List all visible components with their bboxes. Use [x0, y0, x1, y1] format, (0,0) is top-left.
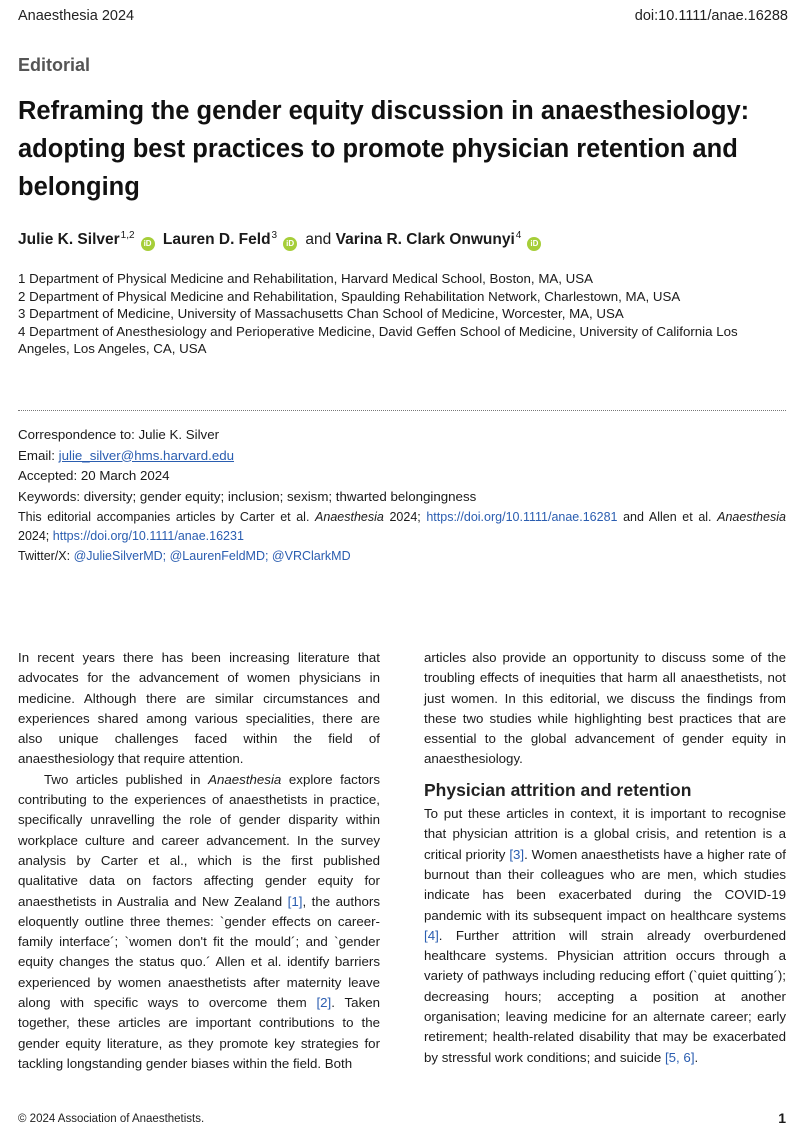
reference-link[interactable]: [3] [509, 846, 525, 862]
article-doi: doi:10.1111/anae.16288 [634, 8, 788, 24]
twitter-label: Twitter/X: [18, 549, 71, 563]
copyright: © 2024 Association of Anaesthetists. [18, 1113, 205, 1125]
accompanies-text: This editorial accompanies articles by Carter et al. [18, 510, 310, 524]
doi-link[interactable]: https://doi.org/10.1111/anae.16281 [426, 510, 618, 524]
author-conjunction: and [305, 231, 332, 248]
accompanies-year: 2024; [18, 529, 50, 543]
accompanies-text: and Allen et al. [623, 510, 712, 524]
correspondence: Correspondence to: Julie K. Silver [18, 427, 220, 442]
reference-link[interactable]: [1] [287, 893, 303, 909]
author-affiliation-marker: 3 [271, 230, 278, 241]
orcid-icon[interactable]: iD [141, 237, 155, 251]
email-link[interactable]: julie_silver@hms.harvard.edu [58, 447, 235, 463]
reference-link[interactable]: [2] [316, 995, 332, 1011]
body-column-right [424, 648, 786, 1068]
article-title: Reframing the gender equity discussion in anaesthesiology: adopting best practices to promote physician retention and belonging [18, 97, 750, 201]
journal-title: Anaesthesia [208, 771, 282, 787]
accompanying-articles [18, 508, 786, 546]
journal-title: Anaesthesia [315, 510, 384, 524]
reference-link[interactable]: [4] [424, 927, 439, 943]
doi-link[interactable]: https://doi.org/10.1111/anae.16231 [52, 529, 244, 543]
affiliation: 2 Department of Physical Medicine and Rehabilitation, Spaulding Rehabilitation Network, Charlestown, MA, USA [18, 288, 681, 304]
dotted-divider [18, 410, 786, 411]
body-paragraph: In recent years there has been increasing literature that advocates for the advancement of women physicians in medicine. Although there are similar circumstances and experiences shared among various specialities, there are also unique challenges faced within the field of anaesthesiology that require attention. [18, 650, 380, 767]
keywords: Keywords: diversity; gender equity; inclusion; sexism; thwarted belongingness [18, 488, 477, 504]
email-line [18, 446, 786, 467]
orcid-icon[interactable]: iD [283, 237, 297, 251]
author-affiliation-marker: 1,2 [120, 230, 135, 241]
affiliation: 1 Department of Physical Medicine and Rehabilitation, Harvard Medical School, Boston, MA, USA [18, 271, 593, 286]
orcid-icon[interactable]: iD [527, 237, 541, 251]
body-column-left [18, 648, 380, 1074]
author-affiliation-marker: 4 [515, 230, 522, 241]
article-metadata [18, 425, 786, 567]
author-list [18, 230, 545, 251]
page-number: 1 [778, 1110, 786, 1126]
body-paragraph: articles also provide an opportunity to discuss some of the troubling effects of inequities that harm all anaesthetists, not just women. In this editorial, we discuss the findings from these two studies while highlighting best practices that are essential to the global advancement of gender equity in anaesthesiology. [424, 650, 786, 767]
section-label: Editorial [18, 55, 91, 75]
affiliation: 3 Department of Medicine, University of Massachusetts Chan School of Medicine, Worcester, MA, USA [18, 306, 624, 321]
journal-name: Anaesthesia 2024 [18, 8, 135, 24]
affiliation-list [18, 270, 788, 358]
author-name: Varina R. Clark Onwunyi [335, 231, 515, 248]
author-name: Lauren D. Feld [162, 231, 271, 248]
twitter-handles-link[interactable]: @JulieSilverMD; @LaurenFeldMD; @VRClarkMD [73, 549, 351, 563]
accepted-date: Accepted: 20 March 2024 [18, 468, 170, 483]
body-paragraph: Two articles published in Anaesthesia explore factors contributing to the experiences of anaesthetists in practice, specifically unravelling the role of gender disparity within workplace culture and career advancement. In the survey analysis by Carter et al., which is the first published qualitative data on factors affecting gender equity for anaesthetists in Australia and New Zealand [1], the authors eloquently outline three themes: `gender effects on career-family interface´; `women don't fit the mould´; and `gender equity changes the status quo.´ Allen et al. identify barriers experienced by women anaesthetists after maternity leave along with specific ways to overcome them [2]. Taken together, these articles are important contributions to the gender equity literature, as they promote key strategies for tackling longstanding gender biases within the field. Both [18, 771, 381, 1071]
accompanies-year: 2024; [389, 510, 421, 524]
author-name: Julie K. Silver [18, 231, 120, 248]
affiliation: 4 Department of Anesthesiology and Perioperative Medicine, David Geffen School of Medicine, University of California Los Angeles, Los Angeles, CA, USA [18, 323, 738, 356]
body-paragraph: To put these articles in context, it is important to recognise that physician attrition is a global crisis, and retention is a critical priority [3]. Women anaesthetists have a higher rate of burnout than their colleagues who are men, which studies indicate has been exacerbated during the COVID-19 pandemic with its subsequent impact on healthcare systems [4]. Further attrition will strain already overburdened healthcare systems. Physician attrition occurs through a variety of pathways including reducing effort (`quiet quitting´); decreasing hours; accepting a position at another organisation; leaving medicine for an alternate career; early retirement; health-related disability that may be exacerbated by stressful work conditions; and suicide [5, 6]. [424, 806, 786, 1065]
reference-link[interactable]: [5, 6] [664, 1049, 695, 1065]
section-heading: Physician attrition and retention [424, 779, 692, 800]
journal-title: Anaesthesia [717, 510, 786, 524]
twitter-line [18, 546, 786, 567]
email-label: Email: [18, 447, 55, 463]
